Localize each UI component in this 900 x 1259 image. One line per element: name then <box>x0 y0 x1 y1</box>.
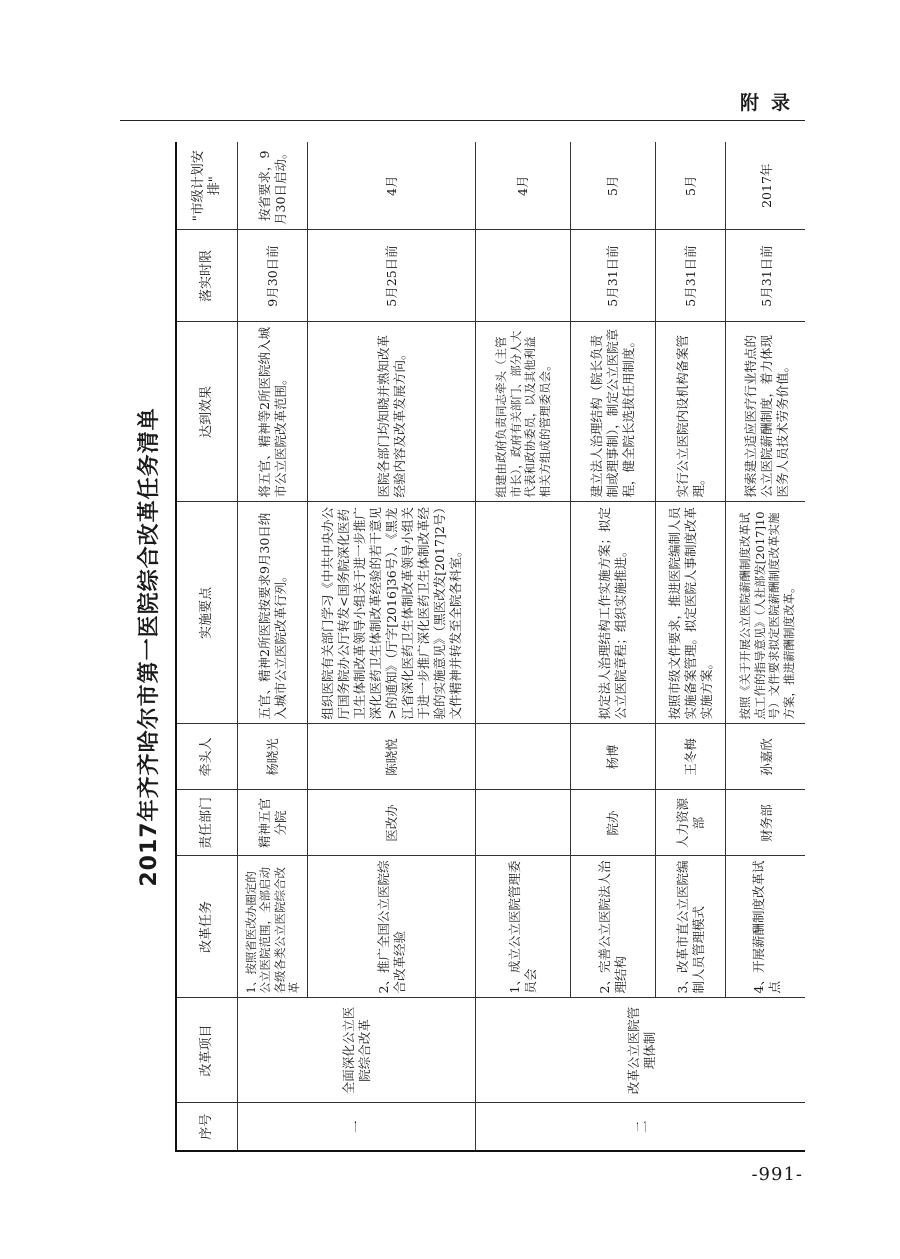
points-cell: 五官、精神2所医院按要求9月30日纳入城市公立医院改革行列。 <box>238 502 308 724</box>
effect-cell: 探索建立适应医疗行业特点的公立医院薪酬制度，着力体现医务人员技术劳务价值。 <box>726 322 806 502</box>
task-cell: 3、改革市直公立医院编制人员管理模式 <box>656 856 726 998</box>
reform-task-table <box>175 142 805 1152</box>
dept-cell <box>476 790 571 856</box>
effect-cell: 将五官、精神等2所医院纳入城市公立医院改革范围。 <box>238 322 308 502</box>
plan-cell: 5月 <box>571 142 656 230</box>
effect-cell: 建立法人治理结构（院长负责制或理事制），制定公立医院章程，健全院长选拔任用制度。 <box>571 322 656 502</box>
rotated-page-content <box>125 142 805 1152</box>
deadline-cell: 9月30日前 <box>238 230 308 322</box>
deadline-cell: 5月31日前 <box>726 230 806 322</box>
header-points: 实施要点 <box>176 502 238 724</box>
header-plan: "市级计划安排" <box>176 142 238 230</box>
header-effect: 达到效果 <box>176 322 238 502</box>
deadline-cell: 5月31日前 <box>656 230 726 322</box>
table-header-row <box>176 142 238 1151</box>
plan-cell: 4月 <box>308 142 476 230</box>
header-lead: 牵头人 <box>176 724 238 790</box>
points-cell: 按照市级文件要求，推进医院编制人员实施备案管理。拟定医院人事制度改革实施方案。 <box>656 502 726 724</box>
table-row <box>476 142 571 1151</box>
effect-cell: 组建由政府负责同志牵头（主管市长），政府有关部门、部分人大代表和政协委员，以及其他利益相关方组成的管理委员会。 <box>476 322 571 502</box>
header-deadline: 落实时限 <box>176 230 238 322</box>
lead-cell: 陈晓悦 <box>308 724 476 790</box>
dept-cell: 人力资源部 <box>656 790 726 856</box>
plan-cell: 5月 <box>656 142 726 230</box>
effect-cell: 医院各部门均知晓并熟知改革经验内容及改革发展方向。 <box>308 322 476 502</box>
header-task: 改革任务 <box>176 856 238 998</box>
header-no: 序号 <box>176 1103 238 1151</box>
lead-cell <box>476 724 571 790</box>
points-cell <box>476 502 571 724</box>
dept-cell: 财务部 <box>726 790 806 856</box>
header-rule <box>120 120 805 121</box>
document-title: 2017年齐齐哈尔市第一医院综合改革任务清单 <box>137 407 162 887</box>
task-cell: 1、成立公立医院管理委员会 <box>476 856 571 998</box>
plan-cell: 4月 <box>476 142 571 230</box>
lead-cell: 孙嘉欣 <box>726 724 806 790</box>
table-row <box>238 142 308 1151</box>
task-cell: 2、推广全国公立医院综合改革经验 <box>308 856 476 998</box>
group-project: 改革公立医院管理体制 <box>476 998 806 1103</box>
group-project: 全面深化公立医院综合改革 <box>238 998 476 1103</box>
task-cell: 2、完善公立医院法人治理结构 <box>571 856 656 998</box>
header-project: 改革项目 <box>176 998 238 1103</box>
effect-cell: 实行公立医院内设机构备案管理。 <box>656 322 726 502</box>
header-dept: 责任部门 <box>176 790 238 856</box>
lead-cell: 王冬梅 <box>656 724 726 790</box>
deadline-cell: 5月31日前 <box>571 230 656 322</box>
deadline-cell: 5月25日前 <box>308 230 476 322</box>
points-cell: 按照《关于开展公立医院薪酬制度改革试点工作的指导意见》（人社部发[2017]10号）文件要求拟定医院薪酬制度改革实施方案，推进薪酬制度改革。 <box>726 502 806 724</box>
points-cell: 拟定法人治理结构工作实施方案；拟定公立医院章程；组织实施推进。 <box>571 502 656 724</box>
dept-cell: 精神五官分院 <box>238 790 308 856</box>
plan-cell: 2017年 <box>726 142 806 230</box>
page-number: -991- <box>751 1164 803 1185</box>
lead-cell: 杨博 <box>571 724 656 790</box>
task-cell: 1、按照省医改办圈定的公立医院范围，全部启动各级各类公立医院综合改革 <box>238 856 308 998</box>
plan-cell: 按省要求，9月30日启动。 <box>238 142 308 230</box>
dept-cell: 医改办 <box>308 790 476 856</box>
points-cell: 组织医院有关部门学习《中共中央办公厅国务院办公厅转发<国务院深化医药卫生体制改革领导小组关于进一步推广深化医药卫生体制改革经验的若干意见>的通知》（厅字[2016]36号）、《黑龙江省深化医药卫生体制改革领导小组关于进一步推广深化医药卫生体制改革经验的实施意见》（黑医改发[2017]2号）文件精神并转发至全院各科室。 <box>308 502 476 724</box>
deadline-cell <box>476 230 571 322</box>
lead-cell: 杨晓光 <box>238 724 308 790</box>
dept-cell: 院办 <box>571 790 656 856</box>
group-no: 二 <box>476 1103 806 1151</box>
section-label: 附录 <box>739 92 802 114</box>
task-cell: 4、开展薪酬制度改革试点 <box>726 856 806 998</box>
group-no: 一 <box>238 1103 476 1151</box>
